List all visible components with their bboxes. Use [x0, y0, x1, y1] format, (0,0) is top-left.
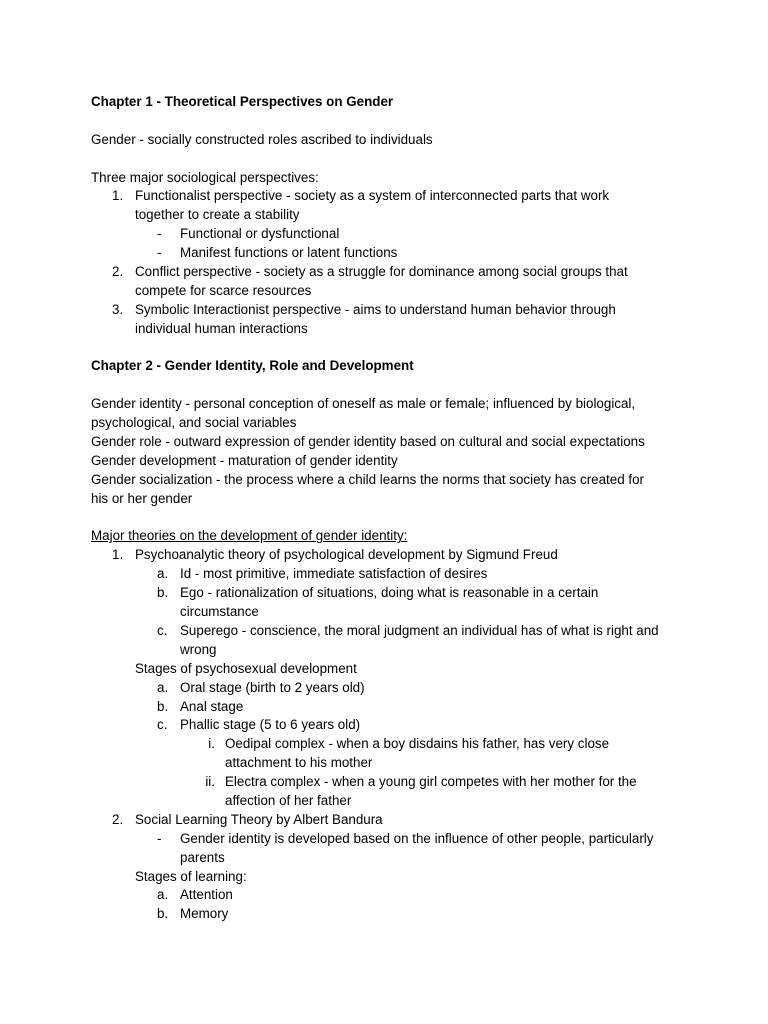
roman-list-continuation: attachment to his mother: [225, 755, 373, 771]
list-item-continuation: individual human interactions: [135, 320, 308, 336]
definition-line: Gender development - maturation of gender identity: [91, 452, 398, 468]
roman-list-item: ii. Electra complex - when a young girl competes with her mother for the: [205, 774, 637, 790]
list-item-continuation: together to create a stability: [135, 207, 300, 223]
sub-list-item: a. Oral stage (birth to 2 years old): [157, 679, 365, 695]
sub-list-item: - Gender identity is developed based on the influence of other people, particularly: [157, 830, 654, 846]
list-item-continuation: compete for scarce resources: [135, 282, 312, 298]
sub-list-item: b. Memory: [157, 906, 229, 922]
stages-label: Stages of psychosexual development: [135, 660, 357, 676]
definition-line: Gender identity - personal conception of oneself as male or female; influenced by biological,: [91, 396, 636, 412]
document-page: [91, 93, 691, 924]
sub-list-item: a. Id - most primitive, immediate satisfaction of desires: [157, 566, 488, 582]
roman-list-item: i. Oedipal complex - when a boy disdains his father, has very close: [208, 736, 610, 752]
sub-list-item: c. Phallic stage (5 to 6 years old): [157, 717, 361, 733]
list-item: 3. Symbolic Interactionist perspective - aims to understand human behavior through: [112, 301, 616, 317]
list-item: 1. Functionalist perspective - society as a system of interconnected parts that work: [112, 188, 610, 204]
sub-list-item: b. Anal stage: [157, 698, 244, 714]
sub-list-continuation: wrong: [180, 641, 217, 657]
stages-label: Stages of learning:: [135, 868, 247, 884]
sub-list-item: c. Superego - conscience, the moral judgment an individual has of what is right and: [157, 622, 659, 638]
definition-line: Gender socialization - the process where a child learns the norms that society has created for: [91, 471, 645, 487]
list-item: 2. Conflict perspective - society as a struggle for dominance among social groups that: [112, 264, 628, 280]
definition-line: psychological, and social variables: [91, 415, 297, 431]
chapter-2-heading: Chapter 2 - Gender Identity, Role and Development: [91, 358, 414, 374]
chapter-1-heading: Chapter 1 - Theoretical Perspectives on Gender: [91, 94, 394, 109]
sub-list-continuation: circumstance: [180, 604, 259, 620]
roman-list-continuation: affection of her father: [225, 792, 352, 808]
perspectives-intro: Three major sociological perspectives:: [91, 169, 319, 185]
sub-list-item: - Functional or dysfunctional: [157, 226, 340, 242]
theories-heading: Major theories on the development of gender identity:: [91, 528, 408, 544]
gender-definition: Gender - socially constructed roles ascribed to individuals: [91, 131, 433, 147]
definition-line: his or her gender: [91, 490, 193, 506]
sub-list-item: b. Ego - rationalization of situations, doing what is reasonable in a certain: [157, 585, 599, 601]
definition-line: Gender role - outward expression of gender identity based on cultural and social expectations: [91, 434, 645, 450]
sub-list-continuation: parents: [180, 849, 225, 865]
sub-list-item: a. Attention: [157, 887, 233, 903]
sub-list-item: - Manifest functions or latent functions: [157, 245, 398, 261]
list-item: 2. Social Learning Theory by Albert Bandura: [112, 811, 383, 827]
list-item: 1. Psychoanalytic theory of psychological development by Sigmund Freud: [112, 547, 558, 563]
